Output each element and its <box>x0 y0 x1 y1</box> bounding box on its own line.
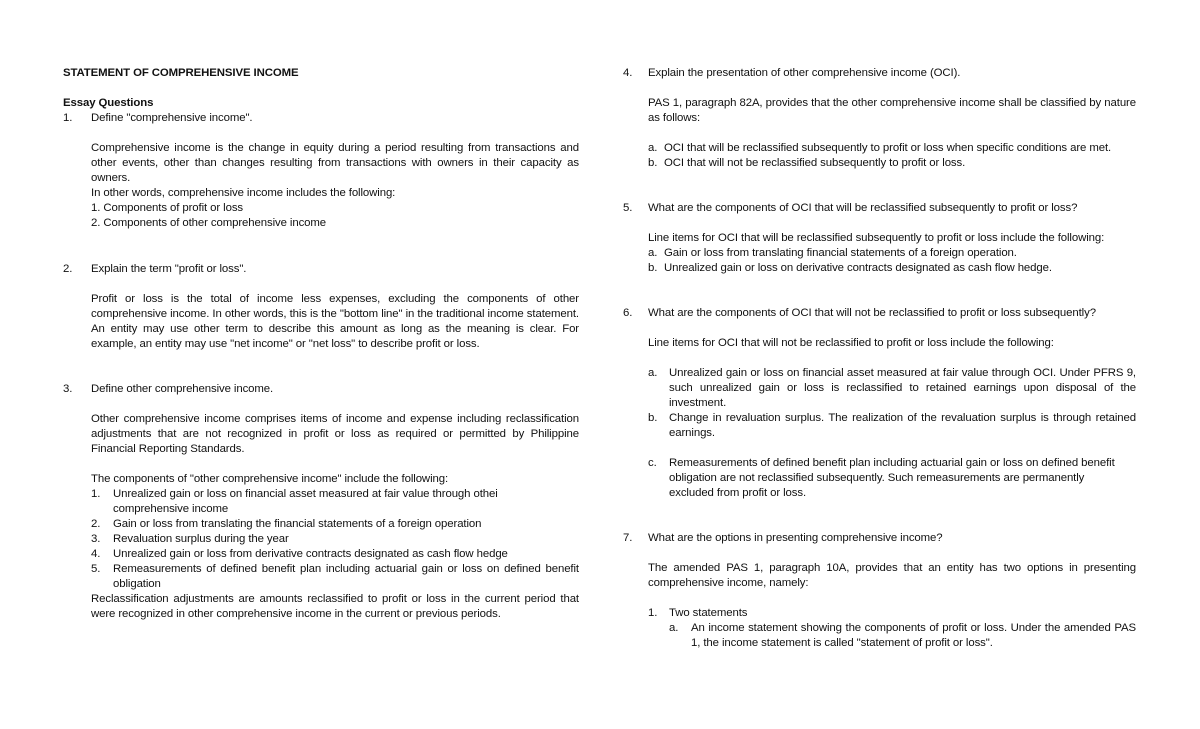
list-item: Unrealized gain or loss on derivative contracts designated as cash flow hedge. <box>664 262 1052 274</box>
list-item: Two statements <box>669 607 748 619</box>
question-4-text: Explain the presentation of other comprehensive income (OCI). <box>648 67 961 79</box>
question-4-number: 4. <box>623 67 633 79</box>
list-item: Unrealized gain or loss on financial asset measured at fair value through othei comprehensive income <box>113 488 498 515</box>
list-item-number: b. <box>648 262 658 274</box>
list-item: Revaluation surplus during the year <box>113 533 289 545</box>
question-1-answer: Comprehensive income is the change in equity during a period resulting from transactions and other events, other than changes resulting from transactions with owners in their capacity as owners. <box>91 142 579 184</box>
list-item: Gain or loss from translating financial statements of a foreign operation. <box>664 247 1017 259</box>
list-item: OCI that will not be reclassified subsequently to profit or loss. <box>664 157 966 169</box>
list-item: Change in revaluation surplus. The realization of the revaluation surplus is through retained earnings. <box>669 412 1136 439</box>
question-7-number: 7. <box>623 532 633 544</box>
question-2-number: 2. <box>63 263 73 275</box>
question-6-number: 6. <box>623 307 633 319</box>
question-3-closing: Reclassification adjustments are amounts reclassified to profit or loss in the current period that were recognized in other comprehensive income in the current or previous periods. <box>91 593 579 620</box>
section-heading: Essay Questions <box>63 97 154 109</box>
question-1-intro: In other words, comprehensive income includes the following: <box>91 187 396 199</box>
list-item: Gain or loss from translating the financial statements of a foreign operation <box>113 518 482 530</box>
question-5-number: 5. <box>623 202 633 214</box>
question-3-answer: Other comprehensive income comprises items of income and expense including reclassification adjustments that are not recognized in profit or loss as required or permitted by Philippine Financial Reporting Standards. <box>91 413 579 455</box>
document-title: STATEMENT OF COMPREHENSIVE INCOME <box>63 67 299 79</box>
list-item-number: 1. <box>648 607 658 619</box>
question-7-text: What are the options in presenting comprehensive income? <box>648 532 943 544</box>
list-item: Remeasurements of defined benefit plan including actuarial gain or loss on defined benefit obligation are not reclassified subsequently. Such remeasurements are permanently excluded from profit or loss. <box>669 457 1115 499</box>
list-item: 2. Components of other comprehensive income <box>91 217 327 229</box>
list-item: Unrealized gain or loss on financial asset measured at fair value through OCI. Under PFRS 9, such unrealized gain or loss is reclassified to retained earnings upon disposal of the investment. <box>669 367 1136 409</box>
list-item-number: 2. <box>91 518 101 530</box>
list-item: OCI that will be reclassified subsequently to profit or loss when specific conditions are met. <box>664 142 1112 154</box>
list-item-number: 4. <box>91 548 101 560</box>
list-item-number: c. <box>648 457 657 469</box>
list-item-number: b. <box>648 157 658 169</box>
question-3-intro: The components of "other comprehensive income" include the following: <box>91 473 449 485</box>
question-1-text: Define "comprehensive income". <box>91 112 253 124</box>
list-item-number: a. <box>648 247 658 259</box>
list-item: An income statement showing the components of profit or loss. Under the amended PAS 1, the income statement is called "statement of profit or loss". <box>691 622 1136 649</box>
question-5-text: What are the components of OCI that will be reclassified subsequently to profit or loss? <box>648 202 1078 214</box>
list-item: Unrealized gain or loss from derivative contracts designated as cash flow hedge <box>113 548 508 560</box>
list-item-number: 1. <box>91 488 101 500</box>
list-item-number: a. <box>648 367 658 379</box>
list-item: Remeasurements of defined benefit plan including actuarial gain or loss on defined benefit obligation <box>113 563 579 590</box>
question-6-intro: Line items for OCI that will not be reclassified to profit or loss include the following: <box>648 337 1054 349</box>
question-3-text: Define other comprehensive income. <box>91 383 274 395</box>
question-7-answer: The amended PAS 1, paragraph 10A, provides that an entity has two options in presenting comprehensive income, namely: <box>648 562 1136 589</box>
list-item-number: b. <box>648 412 658 424</box>
question-4-answer: PAS 1, paragraph 82A, provides that the other comprehensive income shall be classified by nature as follows: <box>648 97 1136 124</box>
list-item-number: a. <box>648 142 658 154</box>
list-item: 1. Components of profit or loss <box>91 202 244 214</box>
question-2-text: Explain the term "profit or loss". <box>91 263 247 275</box>
question-5-intro: Line items for OCI that will be reclassified subsequently to profit or loss include the following: <box>648 232 1105 244</box>
question-2-answer: Profit or loss is the total of income less expenses, excluding the components of other comprehensive income. In other words, this is the "bottom line" in the traditional income statement. An entity may use other term to describe this amount as long as the meaning is clear. For example, an entity may use "net income" or "net loss" to describe profit or loss. <box>91 293 579 350</box>
question-3-number: 3. <box>63 383 73 395</box>
question-1-number: 1. <box>63 112 73 124</box>
list-item-number: 3. <box>91 533 101 545</box>
question-6-text: What are the components of OCI that will not be reclassified to profit or loss subsequently? <box>648 307 1096 319</box>
list-item-number: 5. <box>91 563 101 575</box>
list-item-number: a. <box>669 622 679 634</box>
